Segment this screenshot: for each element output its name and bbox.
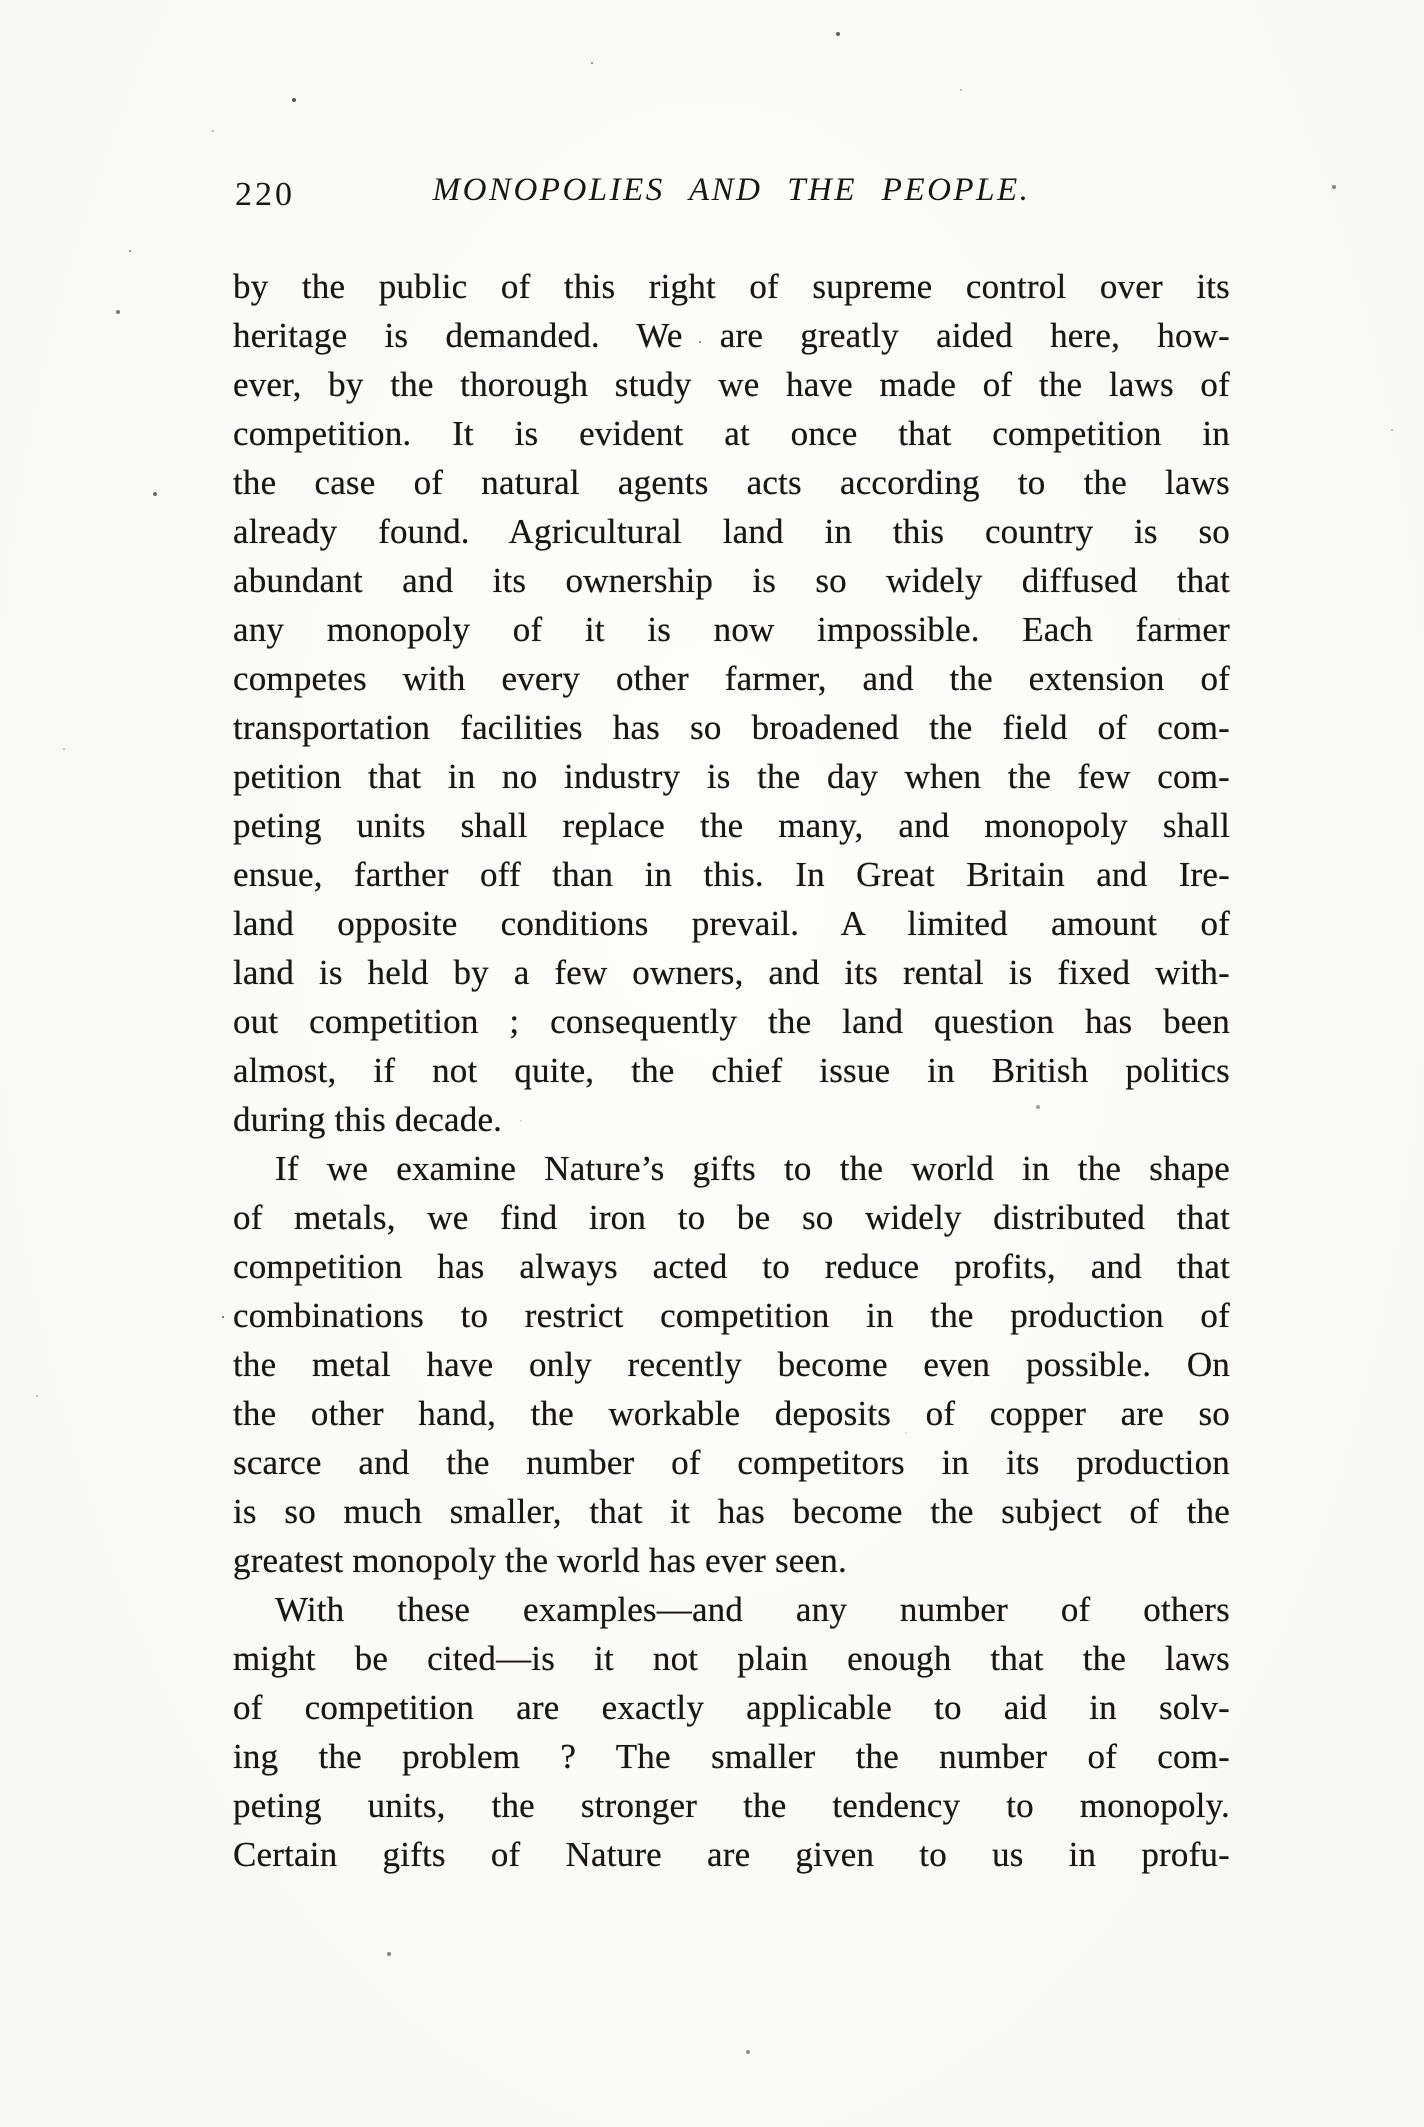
text-line: With these examples—and any number of others: [275, 1590, 1230, 1629]
text-line: heritage is demanded. We are greatly aided here, how-: [233, 316, 1230, 355]
text-line: ever, by the thorough study we have made of the laws of: [233, 365, 1230, 404]
text-line: of metals, we find iron to be so widely distributed that: [233, 1198, 1230, 1237]
text-line: land is held by a few owners, and its rental is fixed with-: [233, 953, 1230, 992]
text-line: by the public of this right of supreme control over its: [233, 267, 1230, 306]
text-line: the case of natural agents acts according to the laws: [233, 463, 1230, 502]
text-line: greatest monopoly the world has ever seen.: [233, 1541, 847, 1580]
text-line: the other hand, the workable deposits of copper are so: [233, 1394, 1230, 1433]
text-line: is so much smaller, that it has become the subject of the: [233, 1492, 1230, 1531]
text-line: of competition are exactly applicable to aid in solv-: [233, 1688, 1230, 1727]
text-line: scarce and the number of competitors in its production: [233, 1443, 1230, 1482]
text-line: competition. It is evident at once that competition in: [233, 414, 1230, 453]
text-line: land opposite conditions prevail. A limited amount of: [233, 904, 1230, 943]
text-line: ing the problem ? The smaller the number of com-: [233, 1737, 1230, 1776]
scan-speckles: [0, 0, 2, 2]
text-line: already found. Agricultural land in this country is so: [233, 512, 1230, 551]
text-line: abundant and its ownership is so widely diffused that: [233, 561, 1230, 600]
text-line: competes with every other farmer, and the extension of: [233, 659, 1230, 698]
text-line: petition that in no industry is the day when the few com-: [233, 757, 1230, 796]
page-body: [233, 262, 1230, 1879]
text-line: combinations to restrict competition in the production of: [233, 1296, 1230, 1335]
text-line: any monopoly of it is now impossible. Each farmer: [233, 610, 1230, 649]
text-line: peting units, the stronger the tendency to monopoly.: [233, 1786, 1230, 1825]
text-line: out competition ; consequently the land question has been: [233, 1002, 1230, 1041]
text-line: peting units shall replace the many, and monopoly shall: [233, 806, 1230, 845]
text-line: competition has always acted to reduce profits, and that: [233, 1247, 1230, 1286]
running-title: MONOPOLIES AND THE PEOPLE.: [432, 172, 1031, 208]
text-line: the metal have only recently become even possible. On: [233, 1345, 1230, 1384]
text-line: Certain gifts of Nature are given to us in profu-: [233, 1835, 1230, 1874]
text-line: might be cited—is it not plain enough that the laws: [233, 1639, 1230, 1678]
text-line: ensue, farther off than in this. In Great Britain and Ire-: [233, 855, 1230, 894]
page-header: [233, 172, 1230, 218]
text-line: If we examine Nature’s gifts to the world in the shape: [275, 1149, 1230, 1188]
text-line: transportation facilities has so broadened the field of com-: [233, 708, 1230, 747]
text-line: almost, if not quite, the chief issue in British politics: [233, 1051, 1230, 1090]
text-line: during this decade.: [233, 1100, 503, 1139]
page-number: 220: [235, 176, 295, 213]
